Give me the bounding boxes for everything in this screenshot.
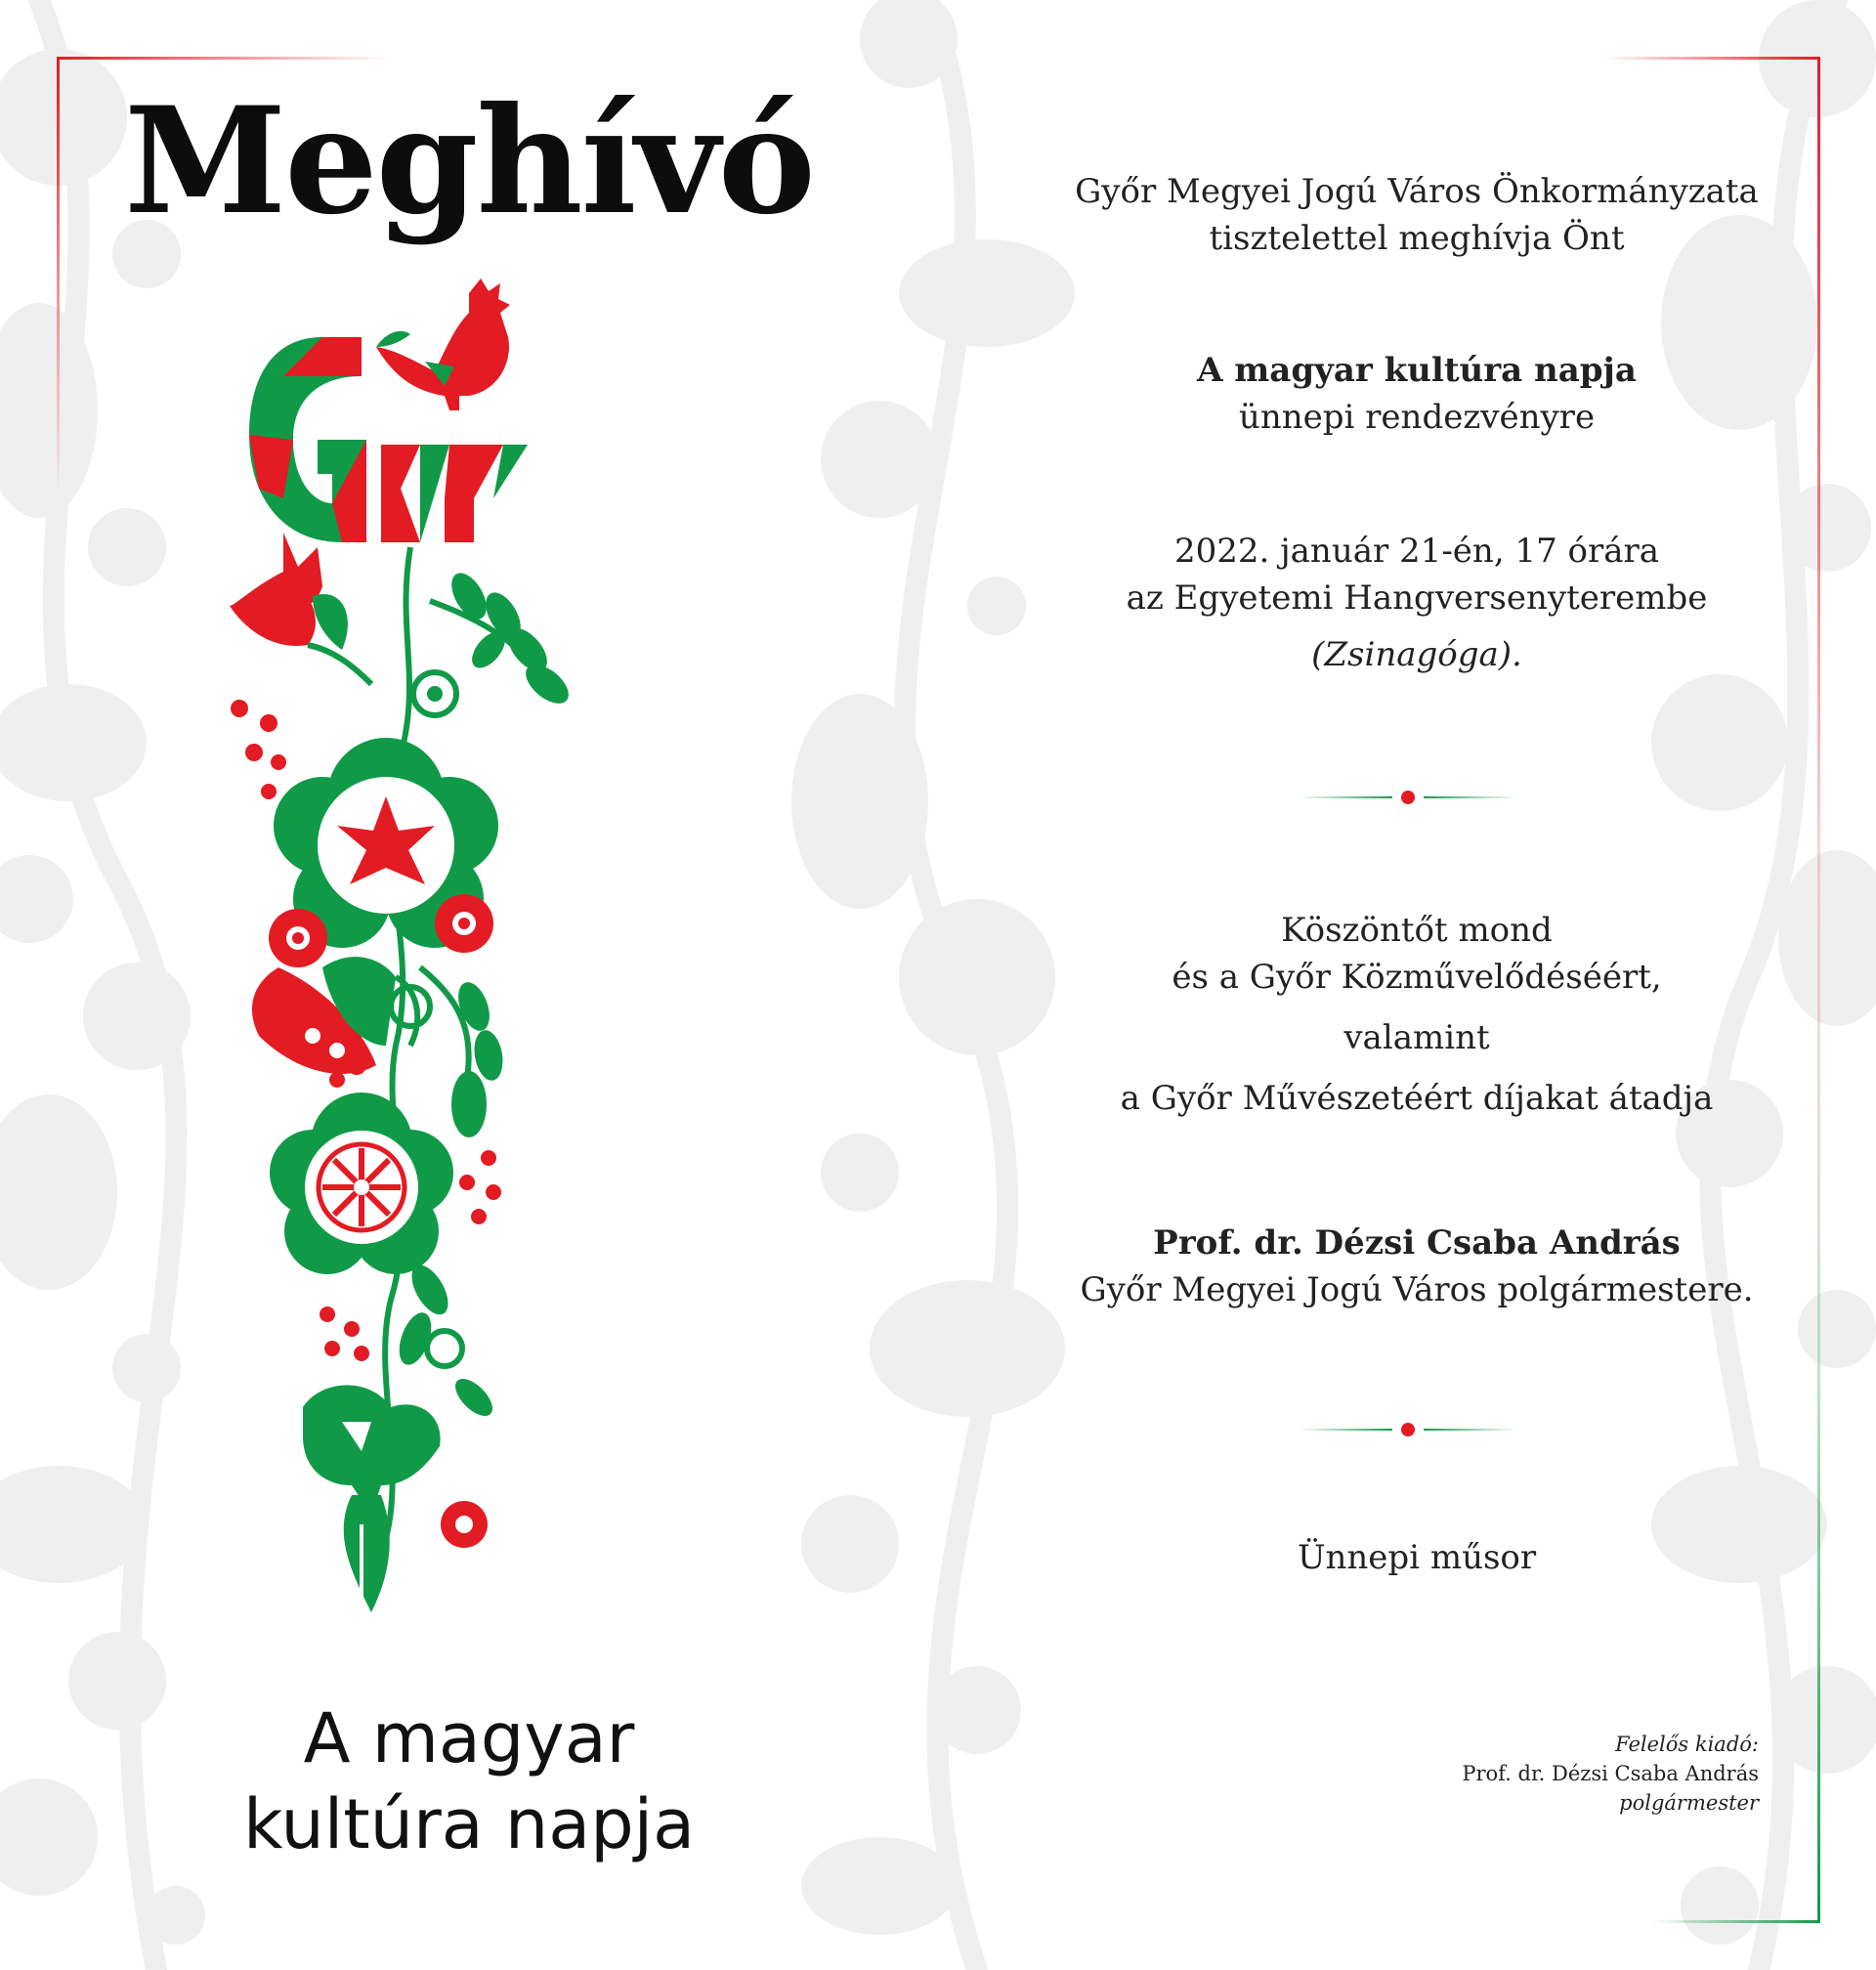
subtitle-line-2: kultúra napja xyxy=(243,1784,695,1864)
program: Ünnepi műsor xyxy=(1297,1538,1537,1577)
publisher-label: Felelős kiadó: xyxy=(1615,1733,1759,1756)
host-block xyxy=(997,168,1837,262)
event-name: A magyar kultúra napja xyxy=(1197,351,1637,390)
folk-flower-icon xyxy=(270,1092,453,1274)
invitation-title: Meghívó xyxy=(124,75,814,247)
speech-line-2: és a Győr Közművelődéséért, xyxy=(1172,958,1662,997)
speech-block xyxy=(997,907,1837,1122)
speech-line-1: Köszöntőt mond xyxy=(1281,911,1553,950)
rooster-icon xyxy=(376,278,510,410)
subtitle-line-1: A magyar xyxy=(303,1698,635,1778)
venue-note: (Zsinagóga). xyxy=(1311,635,1522,674)
publisher-name: Prof. dr. Dézsi Csaba András xyxy=(1462,1762,1759,1785)
event-type: ünnepi rendezvényre xyxy=(1238,398,1596,437)
speaker-title: Győr Megyei Jogú Város polgármestere. xyxy=(1080,1270,1754,1309)
speech-line-4: a Győr Művészetéért díjakat átadja xyxy=(1120,1079,1714,1118)
publisher-block xyxy=(1368,1730,1759,1818)
program-block xyxy=(997,1534,1837,1581)
host-line-2: tisztelettel meghívja Önt xyxy=(1209,219,1625,258)
publisher-role: polgármester xyxy=(1619,1791,1759,1815)
ornament-divider xyxy=(1300,790,1516,805)
host-line-1: Győr Megyei Jogú Város Önkormányzata xyxy=(1075,172,1759,211)
event-block xyxy=(997,347,1837,441)
ornament-divider xyxy=(1300,1422,1516,1437)
gyor-folk-motif xyxy=(225,264,674,1661)
venue: az Egyetemi Hangversenyterembe xyxy=(1126,578,1708,618)
event-subtitle xyxy=(117,1695,821,1867)
speech-line-3: valamint xyxy=(1343,1018,1490,1057)
speaker-name: Prof. dr. Dézsi Csaba András xyxy=(1153,1223,1681,1263)
date-venue-block xyxy=(997,528,1837,678)
date-time: 2022. január 21-én, 17 órára xyxy=(1173,532,1660,571)
speaker-block xyxy=(997,1220,1837,1313)
